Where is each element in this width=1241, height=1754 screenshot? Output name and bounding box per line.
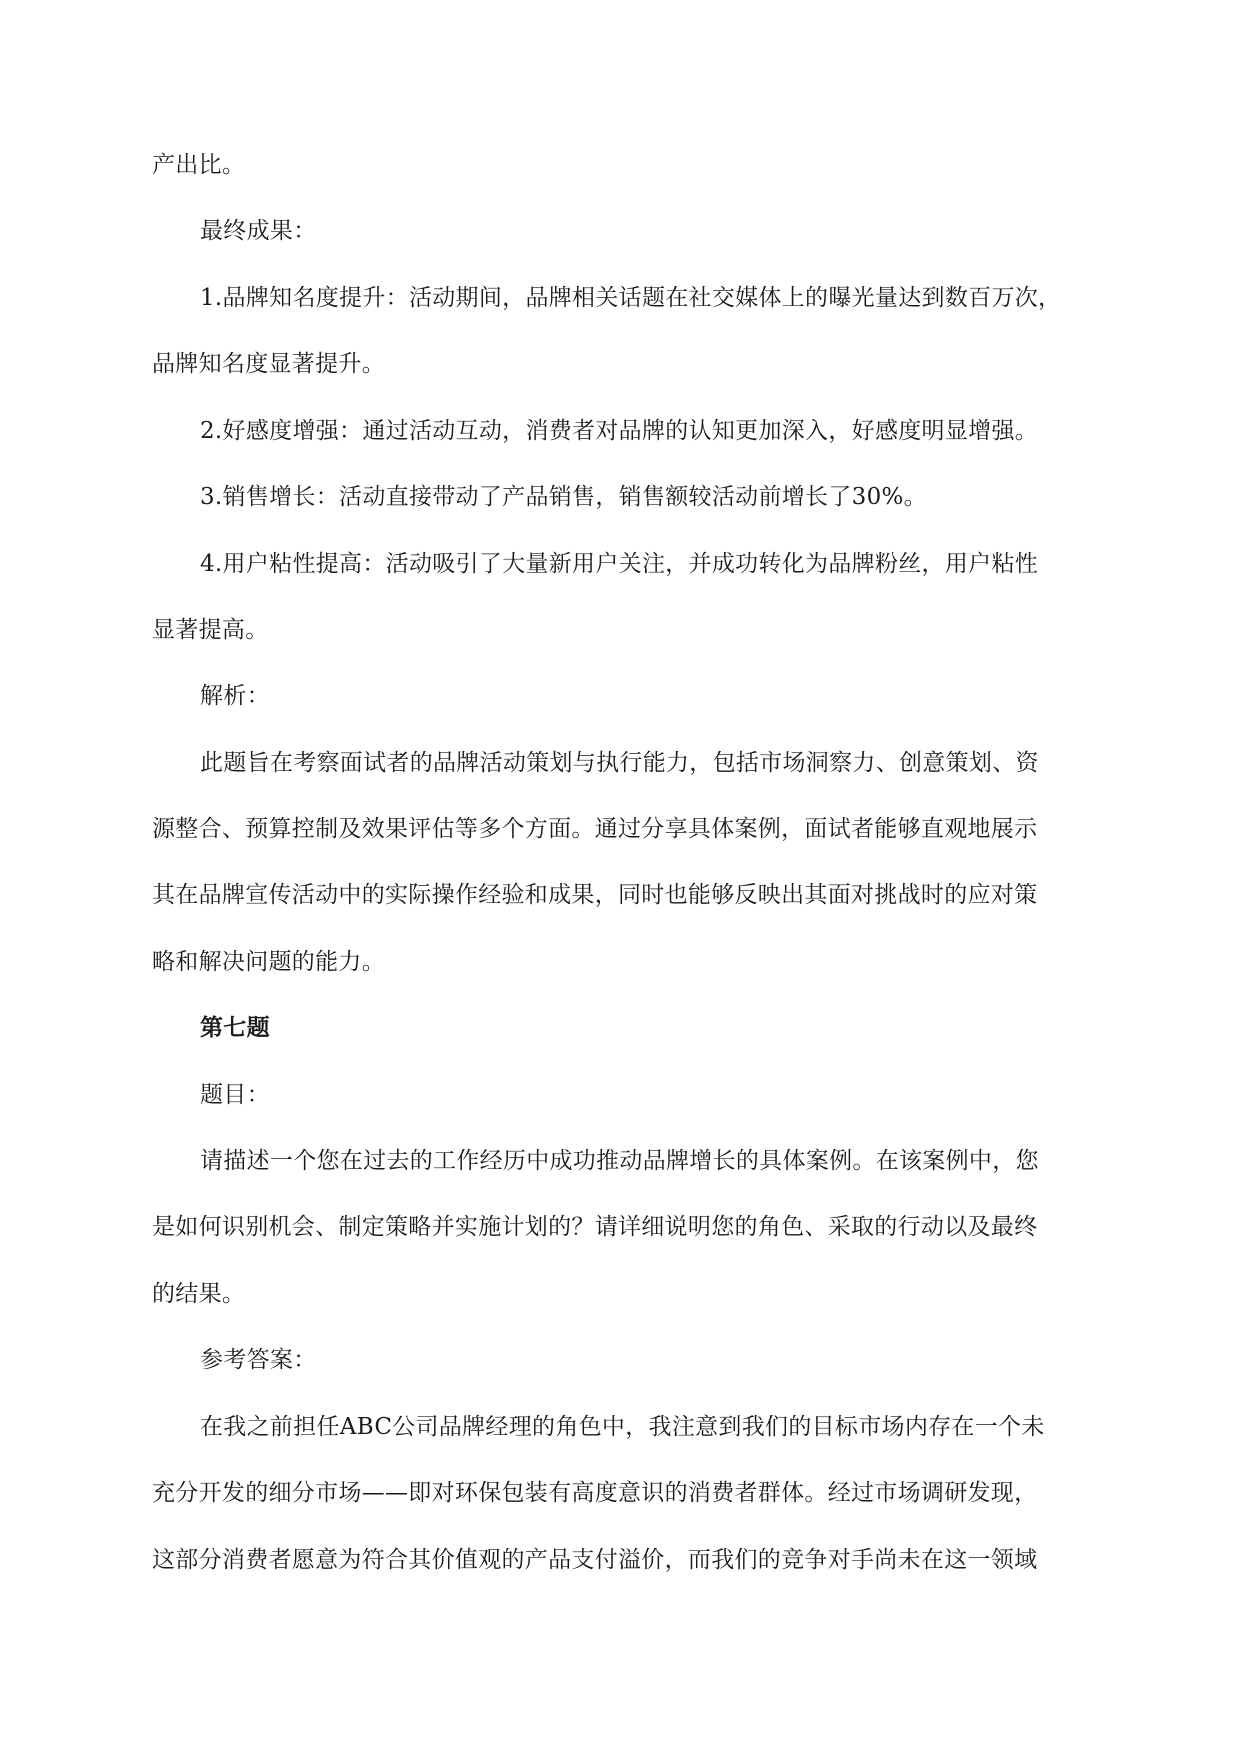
paragraph-line: 充分开发的细分市场——即对环保包装有高度意识的消费者群体。经过市场调研发现， (152, 1480, 1038, 1506)
list-item: 1.品牌知名度提升：活动期间，品牌相关话题在社交媒体上的曝光量达到数百万次， (200, 285, 1062, 311)
section-label: 最终成果： (200, 218, 317, 244)
paragraph-line: 此题旨在考察面试者的品牌活动策划与执行能力，包括市场洞察力、创意策划、资 (200, 750, 1039, 776)
paragraph-line: 请描述一个您在过去的工作经历中成功推动品牌增长的具体案例。在该案例中，您 (200, 1148, 1039, 1174)
paragraph-line: 是如何识别机会、制定策略并实施计划的？请详细说明您的角色、采取的行动以及最终 (152, 1214, 1038, 1240)
section-label: 参考答案： (200, 1347, 317, 1373)
section-label: 解析： (200, 683, 270, 709)
paragraph-line: 源整合、预算控制及效果评估等多个方面。通过分享具体案例，面试者能够直观地展示 (152, 816, 1038, 842)
paragraph-line: 这部分消费者愿意为符合其价值观的产品支付溢价，而我们的竞争对手尚未在这一领域 (152, 1547, 1038, 1573)
paragraph-line: 其在品牌宣传活动中的实际操作经验和成果，同时也能够反映出其面对挑战时的应对策 (152, 882, 1038, 908)
list-item: 2.好感度增强：通过活动互动，消费者对品牌的认知更加深入，好感度明显增强。 (200, 418, 1039, 444)
section-label: 题目： (200, 1082, 270, 1108)
list-item: 4.用户粘性提高：活动吸引了大量新用户关注，并成功转化为品牌粉丝，用户粘性 (200, 551, 1039, 577)
paragraph-line: 略和解决问题的能力。 (152, 949, 385, 975)
paragraph-line: 在我之前担任ABC公司品牌经理的角色中，我注意到我们的目标市场内存在一个未 (200, 1414, 1045, 1440)
text-line: 品牌知名度显著提升。 (152, 351, 385, 377)
text-line: 显著提高。 (152, 617, 269, 643)
list-item: 3.销售增长：活动直接带动了产品销售，销售额较活动前增长了30%。 (200, 484, 927, 510)
question-heading: 第七题 (200, 1014, 270, 1041)
text-line: 产出比。 (152, 152, 246, 178)
paragraph-line: 的结果。 (152, 1281, 246, 1307)
